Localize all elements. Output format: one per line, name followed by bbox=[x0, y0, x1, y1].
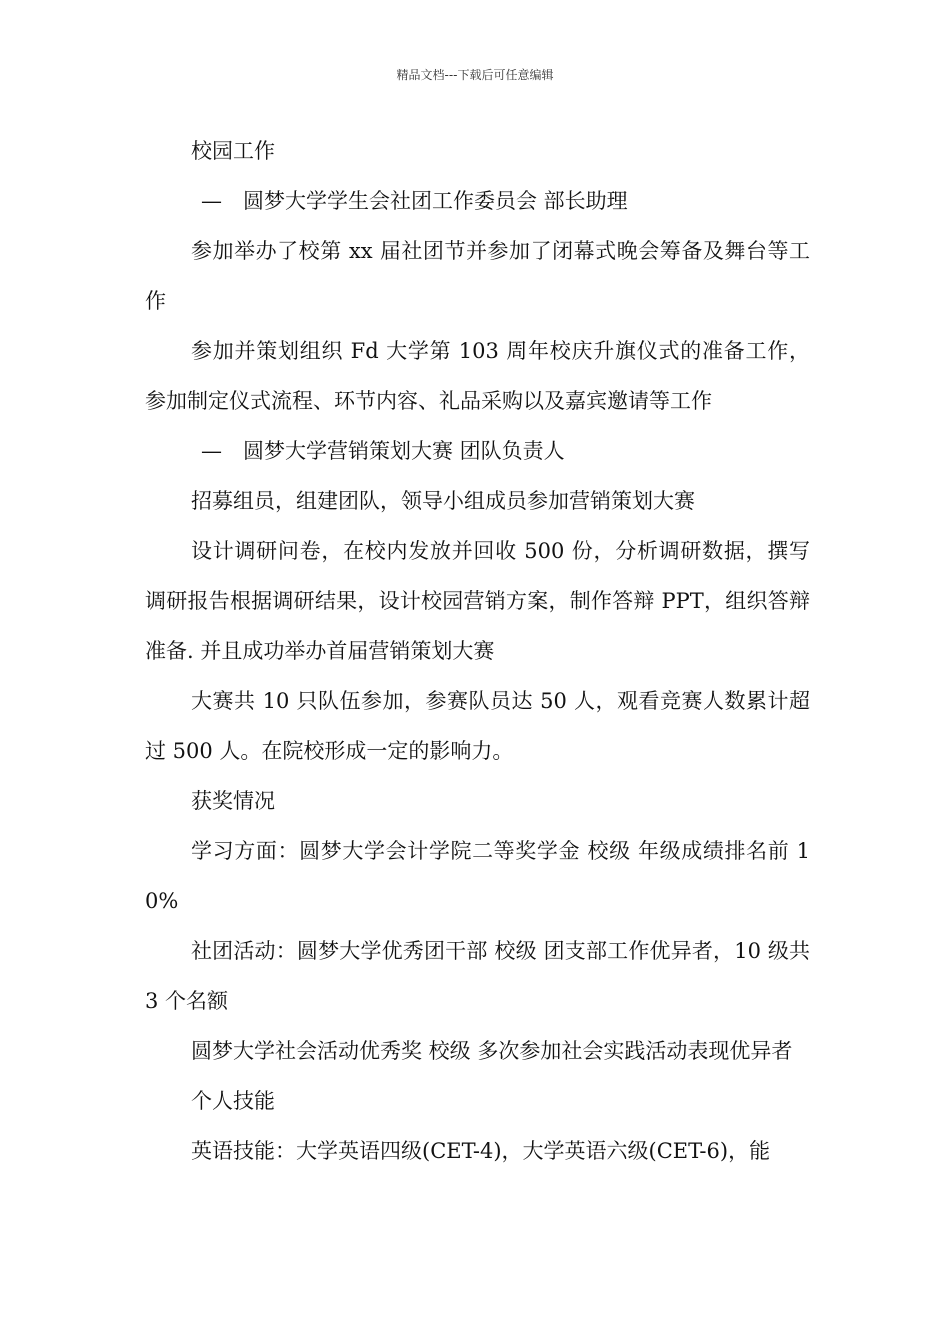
paragraph-anniversary-ceremony: 参加并策划组织 Fd 大学第 103 周年校庆升旗仪式的准备工作，参加制定仪式流程、环节内容、礼品采购以及嘉宾邀请等工作 bbox=[145, 339, 810, 413]
award-cadre: 社团活动：圆梦大学优秀团干部 校级 团支部工作优异者，10 级共 3 个名额 bbox=[145, 939, 810, 1013]
role-student-union: — 圆梦大学学生会社团工作委员会 部长助理 bbox=[201, 189, 628, 213]
section-heading-skills: 个人技能 bbox=[191, 1089, 275, 1113]
section-heading-campus-work: 校园工作 bbox=[191, 139, 275, 163]
page-header: 精品文档---下载后可任意编辑 bbox=[396, 68, 554, 82]
paragraph-contest-results: 大赛共 10 只队伍参加，参赛队员达 50 人，观看竞赛人数累计超过 500 人。在院校形成一定的影响力。 bbox=[145, 689, 810, 763]
section-heading-awards: 获奖情况 bbox=[191, 789, 275, 813]
skill-english: 英语技能：大学英语四级(CET-4)，大学英语六级(CET-6)，能 bbox=[191, 1139, 771, 1163]
award-social-activity: 圆梦大学社会活动优秀奖 校级 多次参加社会实践活动表现优异者 bbox=[191, 1039, 793, 1063]
document-body bbox=[145, 126, 810, 1176]
paragraph-survey-design: 设计调研问卷，在校内发放并回收 500 份，分析调研数据，撰写调研报告根据调研结果，设计校园营销方案，制作答辩 PPT，组织答辩准备. 并且成功举办首届营销策划大赛 bbox=[145, 539, 810, 663]
award-scholarship: 学习方面：圆梦大学会计学院二等奖学金 校级 年级成绩排名前 10% bbox=[145, 839, 810, 913]
role-marketing-contest: — 圆梦大学营销策划大赛 团队负责人 bbox=[201, 439, 565, 463]
paragraph-club-festival: 参加举办了校第 xx 届社团节并参加了闭幕式晚会筹备及舞台等工作 bbox=[145, 239, 810, 313]
paragraph-team-recruit: 招募组员，组建团队，领导小组成员参加营销策划大赛 bbox=[191, 489, 695, 513]
